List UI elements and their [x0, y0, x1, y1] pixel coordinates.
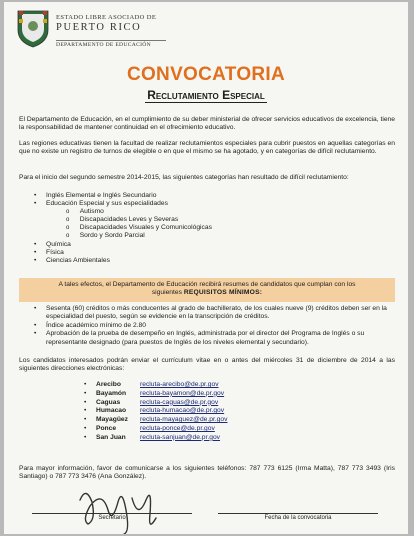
banner-line-1: A tales efectos, el Departamento de Educación recibirá resumes de candidatos que cumplan con los	[58, 281, 356, 288]
sub-item-label: Sordo y Sordo Parcial	[79, 232, 145, 240]
email-row	[84, 416, 227, 425]
semester-paragraph: Para el inicio del segundo semestre 2014-2015, las siguientes categorías han resultado de difícil reclutamiento:	[19, 174, 349, 181]
candidates-paragraph: Los candidatos interesados podrán enviar el currículum vitae en o antes del miércoles 31 de diciembre de 2014 a las siguientes direcciones electrónicas:	[19, 357, 395, 373]
email-link[interactable]: recluta-sanjuan@de.pr.gov	[140, 433, 221, 441]
region-name: Caguas	[96, 398, 121, 406]
bullet: •	[84, 398, 87, 406]
contact-paragraph: Para mayor información, favor de comunicarse a los siguientes teléfonos: 787 773 6125 (Irma Matta), 787 773 3493 (Iris Santiago) o 787 773 3476 (Ana González).	[19, 465, 395, 481]
banner-requirements-label: REQUISITOS MÍNIMOS:	[183, 289, 263, 297]
bullet: •	[84, 381, 87, 388]
sub-item	[66, 232, 212, 240]
document-subtitle	[4, 88, 408, 102]
sub-item-label: Autismo	[79, 208, 104, 216]
category-item: • Física	[34, 249, 212, 257]
region-name: Arecibo	[96, 381, 121, 388]
categories-list	[34, 192, 212, 265]
sub-item-label: Discapacidades Visuales y Comunicológicas	[79, 224, 212, 232]
sub-item	[66, 216, 212, 224]
sub-item-label: Discapacidades Leves y Severas	[79, 216, 179, 224]
bullet: •	[84, 433, 87, 441]
signature-line: Secretario	[32, 513, 192, 529]
bullet: •	[84, 416, 87, 424]
region-name: Ponce	[96, 424, 117, 432]
banner-line-2	[19, 289, 395, 297]
email-row	[84, 381, 227, 390]
intro-paragraph: El Departamento de Educación, en el cumplimiento de su deber ministerial de ofrecer servicios educativos de excelencia, tiene la responsabilidad de mantener continuidad en el ofrecimiento educativo.	[19, 116, 395, 132]
bullet: •	[84, 424, 87, 432]
region-name: San Juan	[96, 433, 126, 441]
email-row	[84, 434, 227, 443]
banner-prefix: siguientes	[151, 289, 182, 297]
email-link[interactable]: recluta-bayamon@de.pr.gov	[140, 389, 225, 397]
puerto-rico-seal-icon	[16, 8, 50, 48]
special-ed-sublist	[46, 208, 212, 240]
region-name: Mayagüez	[96, 416, 128, 424]
category-item	[34, 200, 212, 240]
date-line: Fecha de la convocatoria	[218, 513, 378, 529]
email-link[interactable]: recluta-ponce@de.pr.gov	[140, 424, 215, 432]
category-item: • Ciencias Ambientales	[34, 257, 212, 265]
sub-item	[66, 224, 212, 232]
document-title: CONVOCATORIA	[126, 64, 286, 85]
email-list	[84, 381, 227, 443]
agency-department: DEPARTAMENTO DE EDUCACIÓN	[56, 40, 166, 48]
agency-line-2: PUERTO RICO	[56, 22, 142, 33]
sub-item	[66, 208, 212, 216]
requirements-banner	[19, 278, 395, 302]
category-label: Educación Especial y sus especialidades	[46, 200, 168, 208]
requirement-item: • Aprobación de la prueba de desempeño en Inglés, administrada por el director del Programa de Inglés o su representante designado (para puestos de Inglés de los niveles elemental y secundario).	[34, 330, 392, 346]
email-link[interactable]: recluta-humacao@de.pr.gov	[140, 407, 225, 415]
bullet: •	[84, 407, 87, 415]
email-row	[84, 425, 227, 434]
email-row	[84, 399, 227, 408]
requirement-item: • Índice académico mínimo de 2.80	[34, 322, 392, 330]
document-page	[4, 2, 408, 534]
email-row	[84, 407, 227, 416]
email-link[interactable]: recluta-arecibo@de.pr.gov	[140, 381, 219, 388]
regions-paragraph: Las regiones educativas tienen la facultad de realizar reclutamientos especiales para cubrir puestos en aquellas categorías en que no existe un registro de turnos de elegible o en que el mismo se ha agotado, y en categorías de difícil reclutamiento.	[19, 140, 395, 156]
bullet: •	[84, 389, 87, 397]
agency-name	[56, 8, 166, 48]
requirement-item: • Sesenta (60) créditos o más conducentes al grado de bachillerato, de los cuales nueve (9) créditos deben ser en la especialidad del puesto, según se evidencie en la transcripción de créditos.	[34, 305, 392, 321]
category-item: • Inglés Elemental e Inglés Secundario	[34, 192, 212, 200]
category-item: • Química	[34, 241, 212, 249]
email-link[interactable]: recluta-caguas@de.pr.gov	[140, 398, 219, 406]
email-link[interactable]: recluta-mayaguez@de.pr.gov	[140, 416, 228, 424]
email-row	[84, 390, 227, 399]
region-name: Bayamón	[96, 389, 127, 397]
requirements-list	[34, 305, 392, 347]
subtitle-text: Reclutamiento Especial	[147, 88, 265, 102]
letterhead	[16, 8, 166, 48]
region-name: Humacao	[96, 407, 127, 415]
agency-line-1: ESTADO LIBRE ASOCIADO DE	[56, 14, 157, 21]
